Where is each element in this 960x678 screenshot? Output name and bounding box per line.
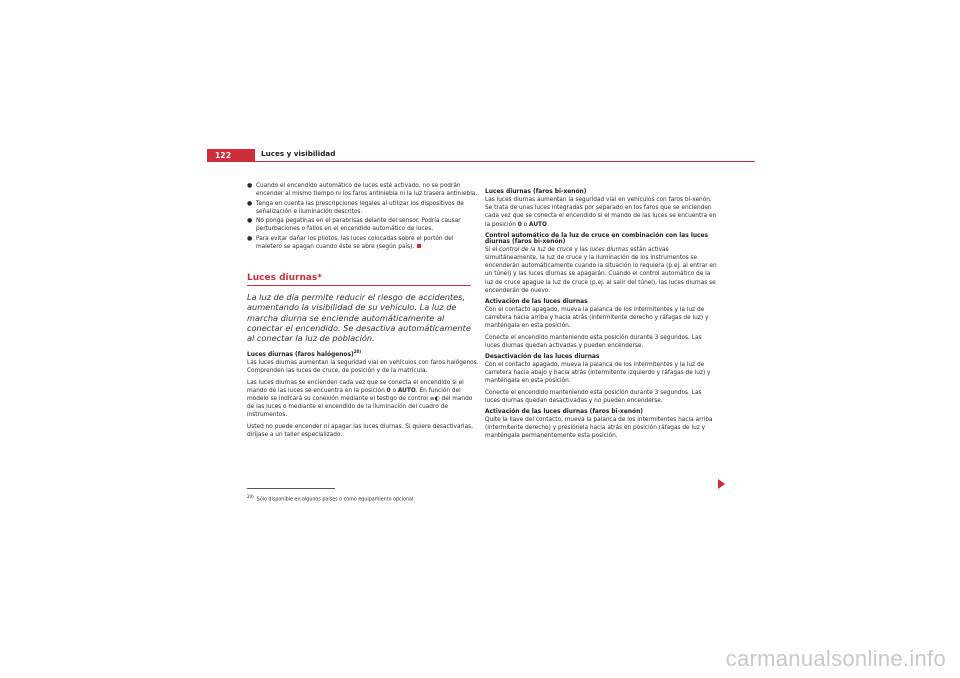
section-end-icon [417,244,421,248]
bullet-icon: ● [247,217,253,225]
subheading-xenon: Luces diurnas (faros bi-xenón) [485,189,587,195]
paragraph: Conecte el encendido manteniendo esta posición durante 3 segundos. Las luces diurnas quedan desactivadas y no pueden encenderse. [485,389,702,404]
section-title: Luces diurnas* [247,273,471,286]
left-column [247,182,479,442]
list-item: ● Tenga en cuenta las prescripciones legales al utilizar los dispositivos de señalización e iluminación descritos. [247,199,464,215]
chapter-title: Luces y visibilidad [261,149,336,158]
header-rule [207,161,755,162]
paragraph: Las luces diurnas aumentan la seguridad vial en vehículos con faros bi-xenón. Se trata de unas luces integradas por separado en los faros que se encienden cada vez que se conecta el encendido si el mando de las luces se encuentra en la posición 0 o AUTO. [485,197,717,228]
bullet-icon: ● [247,182,253,189]
subheading-activation-xenon: Activación de las luces diurnas (faros bi-xenón) [485,409,643,416]
paragraph: Las luces diurnas aumentan la seguridad vial en vehículos con faros halógenos. Comprenden las luces de cruce, de posición y de la matrícula. [247,360,479,375]
watermark: carmanualsonline.info [725,646,946,671]
bullet-icon: ● [247,234,253,242]
list-item: ● Para evitar dañar los pilotos, las luces colocadas sobre el portón del maletero se apagan cuando éste se abre (según país). [247,234,454,250]
subheading-halogen: Luces diurnas (faros halógenos)$^{20)}$ [247,349,362,359]
footnote-rule [247,488,335,489]
right-column [485,182,717,444]
daytime-lights-icon: ≡◐ [429,395,440,402]
list-item: ● No ponga pegatinas en el parabrisas delante del sensor. Podría causar perturbaciones o fallos en el encendido automático de luces. [247,217,461,233]
list-item: ● Cuando el encendido automático de luces esté activado, no se podrán encender al mismo tiempo ni los faros antiniebla ni la luz trasera antiniebla. [247,182,478,198]
paragraph: Las luces diurnas se encienden cada vez que se conecta el encendido si el mando de las luces se encuentra en la posición 0 o AUTO. En función del modelo se indicará su conexión mediante el testigo de control ≡◐ del mando de las luces o mediante el encendido de la iluminación del cuadro de instrumentos. [247,379,473,419]
paragraph: Quite la llave del contacto, mueva la palanca de los intermitentes hacia arriba (intermitente derecho) y presiónela hacia atrás en posición ráfagas de luz y manténgala permanentemente esta posición. [485,417,713,440]
bullet-icon: ● [247,199,253,207]
subheading-deactivation: Desactivación de las luces diurnas [485,354,600,361]
section-lead: La luz de día permite reducir el riesgo de accidentes, aumentando la visibilidad de su vehículo. La luz de marcha diurna se enciende automáticamente al conectar el encendido. Se desactiva automáticamente al conectar la luz de población. [247,292,471,343]
paragraph: Si el control de la luz de cruce y las luces diurnas están activas simultáneamente, la luz de cruce y la iluminación de los instrumentos se encenderán automáticamente cuando la situación lo requiera (p.ej. al entrar en un túnel) y las luces diurnas se apagarán. Cuando el control automático de la luz de cruce apague la luz de cruce (p.ej. al salir del túnel), las luces diurnas se encenderán de nuevo. [485,246,717,294]
page-number: 122 [207,149,255,161]
footnote: $^{20)}$Sólo disponible en algunos países o como equipamiento opcional [247,494,414,503]
continue-arrow-icon [718,479,725,489]
paragraph: Usted no puede encender ni apagar las luces diurnas. Si quiere desactivarlas, diríjase a un taller especializado. [247,423,473,438]
paragraph: Con el contacto apagado, mueva la palanca de los intermitentes y la luz de carretera hacia abajo y hacia atrás (intermitente izquierdo y ráfagas de luz) y manténgala en esta posición. [485,362,711,385]
paragraph: Con el contacto apagado, mueva la palanca de los intermitentes y la luz de carretera hacia arriba y hacia atrás (intermitente derecho y ráfagas de luz) y manténgala en esta posición. [485,307,709,330]
paragraph: Conecte el encendido manteniendo esta posición durante 3 segundos. Las luces diurnas quedan activadas y pueden encenderse. [485,334,702,349]
subheading-auto-control: Control automático de la luz de cruce en combinación con las luces diurnas (faros bi-xenón) [485,232,709,245]
subheading-activation: Activación de las luces diurnas [485,299,588,306]
